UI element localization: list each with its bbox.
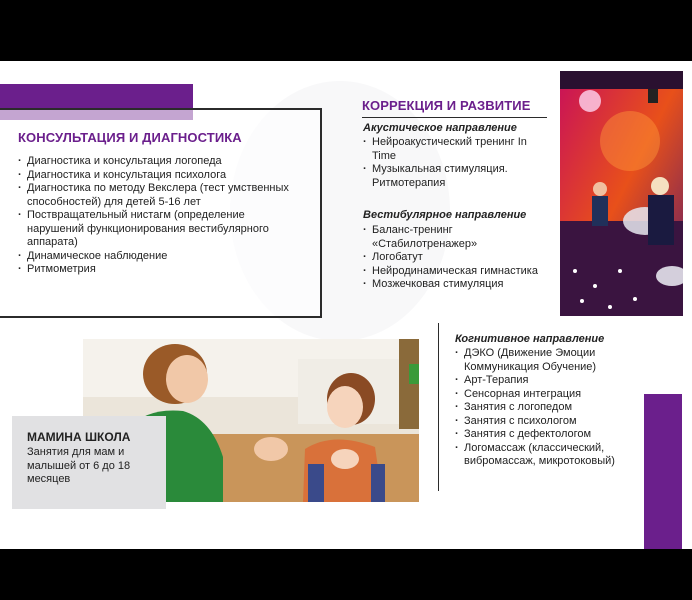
acoustic-list	[363, 136, 553, 190]
list-item: · Занятия с логопедом	[455, 401, 645, 415]
list-item: · Динамическое наблюдение	[18, 250, 298, 264]
page	[0, 61, 692, 549]
correction-title: КОРРЕКЦИЯ И РАЗВИТИЕ	[362, 98, 531, 113]
divider	[438, 323, 439, 491]
school-text: Занятия для мам и малышей от 6 до 18 месяцев	[27, 446, 131, 485]
consultation-title: КОНСУЛЬТАЦИЯ И ДИАГНОСТИКА	[18, 130, 242, 145]
school-title: МАМИНА ШКОЛА	[27, 430, 131, 444]
list-item: · Диагностика и консультация логопеда	[18, 155, 298, 169]
divider	[362, 117, 547, 118]
list-item: · Мозжечковая стимуляция	[363, 278, 553, 292]
consultation-list	[18, 155, 298, 277]
list-item: · Сенсорная интеграция	[455, 388, 645, 402]
list-item: · Занятия с дефектологом	[455, 428, 645, 442]
vestibular-list	[363, 224, 553, 292]
list-item: · ДЭКО (Движение Эмоции Коммуникация Обучение)	[455, 347, 645, 374]
list-item: · Логобатут	[363, 251, 553, 265]
list-item: · Диагностика и консультация психолога	[18, 169, 298, 183]
vestibular-heading: Вестибулярное направление	[363, 209, 527, 221]
list-item: · Логомассаж (классический, вибромассаж, микротоковый)	[455, 442, 645, 469]
list-item: · Арт-Терапия	[455, 374, 645, 388]
list-item: · Нейроакустический тренинг In Time	[363, 136, 553, 163]
cognitive-list	[455, 347, 645, 469]
list-item: · Ритмометрия	[18, 263, 298, 277]
accent-bar-bottom	[644, 394, 682, 549]
list-item: · Поствращательный нистагм (определение нарушений функционирования вестибулярного аппарата)	[18, 209, 298, 250]
list-item: · Музыкальная стимуляция. Ритмотерапия	[363, 163, 553, 190]
cognitive-heading: Когнитивное направление	[455, 333, 605, 345]
sensory-room-photo	[560, 71, 683, 316]
list-item: · Занятия с психологом	[455, 415, 645, 429]
acoustic-heading: Акустическое направление	[363, 122, 517, 134]
list-item: · Диагностика по методу Векслера (тест умственных способностей) для детей 5-16 лет	[18, 182, 298, 209]
list-item: · Баланс-тренинг «Стабилотренажер»	[363, 224, 553, 251]
list-item: · Нейродинамическая гимнастика	[363, 265, 553, 279]
